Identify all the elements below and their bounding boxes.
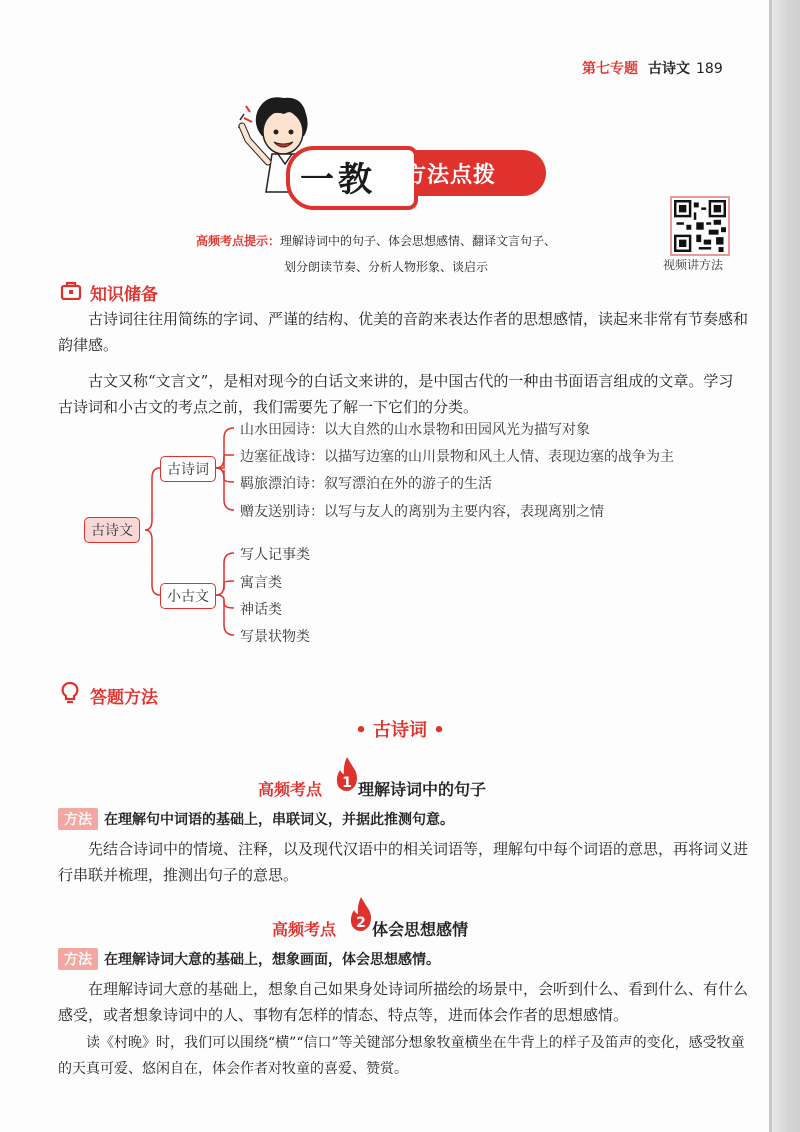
flame-number-icon: [349, 896, 373, 932]
point-1-paragraph: 先结合诗词中的情境、注释，以及现代汉语中的相关词语等，理解句中每个词语的意思，再将词义进行串联并梳理，推测出句子的意思。: [58, 840, 749, 884]
banner-part-one: 一教: [300, 160, 376, 200]
topic-label: 古诗文: [648, 61, 690, 77]
key-point-label: 高频考点: [272, 920, 337, 939]
method-tag: 方法: [58, 948, 98, 970]
key-point-number: 1: [342, 775, 352, 791]
hint-line-1: 理解诗词中的句子、体会思想感情、翻译文言句子、: [280, 234, 557, 248]
tree-branch-prose: 小古文: [160, 583, 216, 609]
tree-leaf: 山水田园诗：以大自然的山水景物和田园风光为描写对象: [240, 422, 590, 438]
key-point-1-heading: [258, 777, 486, 800]
method-tag: 方法: [58, 808, 98, 830]
page-header: [582, 58, 723, 78]
hint-line-2: 划分朗读节奏、分析人物形象、谈启示: [284, 260, 489, 274]
banner-part-two: 方法点拨: [404, 163, 497, 188]
tree-leaf: 写景状物类: [240, 629, 310, 645]
tree-leaf: 边塞征战诗：以描写边塞的山川景物和风土人情、表现边塞的战争为主: [240, 449, 674, 465]
method-text: 在理解句中词语的基础上，串联词义，并据此推测句意。: [104, 812, 454, 828]
knowledge-title: 知识储备: [90, 285, 158, 305]
bag-icon: [60, 280, 82, 300]
tree-root: 古诗文: [84, 517, 140, 543]
key-point-label: 高频考点: [258, 780, 323, 799]
qr-caption: 视频讲方法: [663, 258, 724, 272]
qr-code-icon[interactable]: [670, 196, 730, 256]
tree-leaf: 赠友送别诗：以写与友人的离别为主要内容，表现离别之情: [240, 504, 604, 520]
hint-label: 高频考点提示：: [196, 234, 281, 248]
tree-branch-poetry: 古诗词: [160, 456, 216, 482]
methods-subtitle: • 古诗词 •: [355, 720, 445, 741]
method-text: 在理解诗词大意的基础上，想象画面，体会思想感情。: [104, 952, 440, 968]
key-point-title: 理解诗词中的句子: [358, 780, 487, 799]
key-point-number: 2: [356, 915, 366, 931]
exam-hint: [196, 228, 616, 280]
point-2-paragraph-2: 读《村晚》时，我们可以围绕“横”“信口”等关键部分想象牧童横坐在牛背上的样子及笛声的变化，感受牧童的天真可爱、悠闲自在，体会作者对牧童的喜爱、赞赏。: [58, 1035, 745, 1077]
knowledge-paragraph-1: 古诗词往往用简练的字词、严谨的结构、优美的音韵来表达作者的思想感情，读起来非常有节奏感和韵律感。: [58, 310, 749, 354]
methods-title: 答题方法: [90, 688, 158, 708]
chapter-label: 第七专题: [582, 61, 638, 77]
tree-leaf: 神话类: [240, 602, 282, 618]
lightbulb-icon: [60, 681, 80, 705]
method-line-2: [58, 948, 440, 970]
tree-leaf: 羁旅漂泊诗：叙写漂泊在外的游子的生活: [240, 476, 492, 492]
tree-leaf: 写人记事类: [240, 547, 310, 563]
flame-number-icon: [335, 756, 359, 792]
key-point-title: 体会思想感情: [372, 920, 469, 939]
point-2-paragraph-1: 在理解诗词大意的基础上，想象自己如果身处诗词所描绘的场景中，会听到什么、看到什么、有什么感受，或者想象诗词中的人、事物有怎样的情态、特点等，进而体会作者的思想感情。: [58, 980, 749, 1024]
method-line-1: [58, 808, 454, 830]
tree-leaf: 寓言类: [240, 575, 282, 591]
scan-edge: [772, 0, 800, 1132]
knowledge-paragraph-2: 古文又称“文言文”，是相对现今的白话文来讲的，是中国古代的一种由书面语言组成的文章。学习古诗词和小古文的考点之前，我们需要先了解一下它们的分类。: [58, 372, 734, 416]
page-number: 189: [696, 61, 723, 77]
